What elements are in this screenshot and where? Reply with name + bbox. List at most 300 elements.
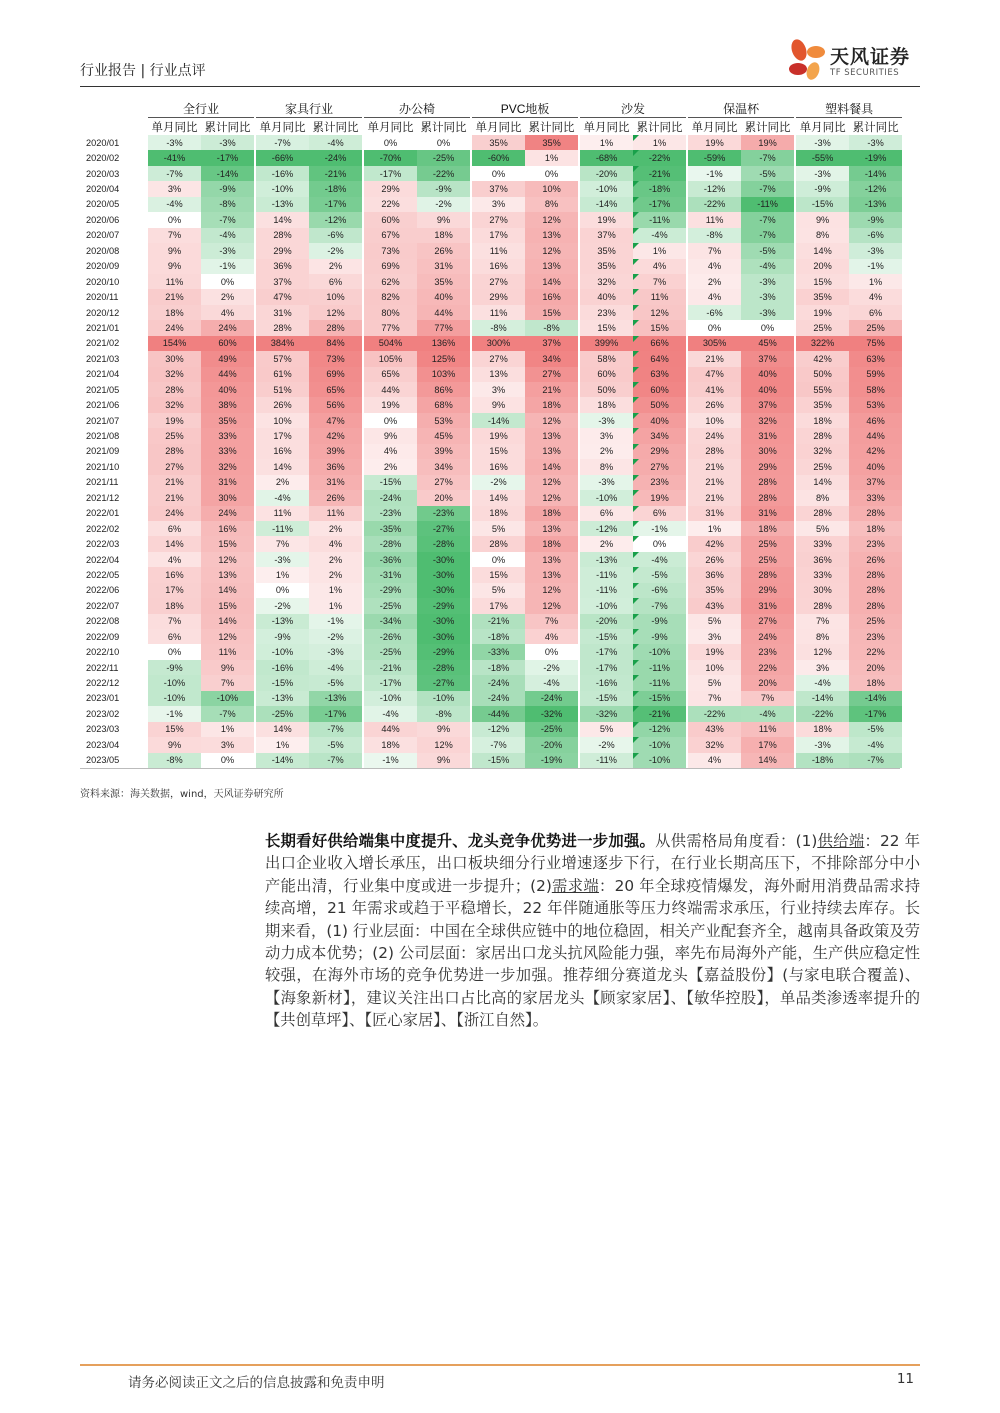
row-date: 2020/06 — [86, 214, 120, 225]
data-cell: -30% — [417, 614, 470, 629]
data-cell: 14% — [201, 583, 254, 598]
header-spacer — [80, 118, 148, 136]
data-cell: 27% — [417, 475, 470, 490]
data-cell: -12% — [309, 212, 362, 227]
data-cell: -29% — [364, 583, 417, 598]
data-cell: 30% — [796, 583, 849, 598]
data-cell: 7% — [256, 536, 309, 551]
data-cell: 46% — [849, 413, 902, 428]
data-cell: 65% — [364, 367, 417, 382]
data-cell: 15% — [633, 320, 686, 335]
body-part-3: ：20 年全球疫情爆发，海外耐用消费品需求持续高增，21 年需求或趋于平稳增长，22 年伴随通胀等压力终端需求承压，行业持续去库存。长期来看，(1) 行业层面：中国在全球供应链中的地位稳固，相关产业配套齐全，越南具备政策及劳动力成本优势；(2) 公司层面：家居出口龙头抗风险能力强，率先布局海外产能，生产供应稳定性较强，在海外市场的竞争优势进一步加强。推荐细分赛道龙头【嘉益股份】(与家电联合覆盖)、【海象新材】，建议关注出口占比高的家居龙头【顾家家居】、【敏华控股】，单品类渗透率提升的【共创草坪】、【匠心家居】、【浙江自然】。 — [265, 876, 920, 1030]
data-cell: 77% — [417, 320, 470, 335]
data-cell: 5% — [472, 521, 525, 536]
data-cell: -11% — [633, 660, 686, 675]
data-cell: 19% — [796, 305, 849, 320]
data-cell: -8% — [472, 320, 525, 335]
data-cell: -1% — [688, 166, 741, 181]
row-date: 2020/12 — [86, 307, 120, 318]
data-cell: -32% — [525, 706, 578, 721]
data-cell: -12% — [849, 181, 902, 196]
data-cell: -3% — [256, 552, 309, 567]
data-cell: 33% — [796, 567, 849, 582]
data-cell: -4% — [633, 552, 686, 567]
data-cell: -68% — [580, 150, 633, 165]
data-cell: 32% — [148, 367, 201, 382]
data-cell: 20% — [849, 660, 902, 675]
row-date: 2022/05 — [86, 569, 120, 580]
data-cell: 2% — [580, 536, 633, 551]
cell-marker — [633, 135, 639, 141]
data-cell: -4% — [849, 737, 902, 752]
data-cell: 12% — [525, 243, 578, 258]
data-cell: 60% — [633, 382, 686, 397]
data-cell: -7% — [309, 753, 362, 768]
row-date: 2021/05 — [86, 384, 120, 395]
data-cell: 37% — [525, 336, 578, 351]
data-cell: 23% — [633, 475, 686, 490]
data-cell: 9% — [417, 722, 470, 737]
data-cell: -7% — [633, 598, 686, 613]
data-cell: 12% — [525, 598, 578, 613]
data-cell: 34% — [525, 351, 578, 366]
cell-marker — [633, 382, 639, 388]
data-cell: -10% — [364, 691, 417, 706]
data-cell: 16% — [472, 459, 525, 474]
data-cell: -14% — [796, 691, 849, 706]
data-cell: 1% — [201, 722, 254, 737]
data-cell: 66% — [633, 336, 686, 351]
table-row — [80, 444, 902, 459]
body-paragraph — [265, 830, 920, 1032]
data-cell: 0% — [201, 274, 254, 289]
data-cell: -31% — [364, 567, 417, 582]
data-cell: -22% — [688, 197, 741, 212]
data-cell: 51% — [256, 382, 309, 397]
data-cell: 36% — [796, 552, 849, 567]
data-cell: -10% — [580, 181, 633, 196]
data-cell: 4% — [201, 305, 254, 320]
data-cell: -22% — [417, 166, 470, 181]
data-cell: 6% — [633, 506, 686, 521]
data-cell: 24% — [688, 428, 741, 443]
data-cell: 12% — [796, 644, 849, 659]
cell-marker — [633, 305, 639, 311]
data-cell: -21% — [309, 166, 362, 181]
data-cell: 20% — [796, 259, 849, 274]
logo-flower-icon — [786, 36, 830, 86]
data-cell: -3% — [201, 243, 254, 258]
row-date: 2023/04 — [86, 739, 120, 750]
data-cell: -6% — [688, 305, 741, 320]
data-cell: 17% — [472, 228, 525, 243]
data-cell: 12% — [201, 629, 254, 644]
data-cell: 32% — [201, 459, 254, 474]
data-cell: 47% — [688, 367, 741, 382]
data-cell: -3% — [741, 305, 794, 320]
data-cell: -24% — [472, 691, 525, 706]
table-row — [80, 459, 902, 474]
data-cell: 69% — [309, 367, 362, 382]
data-cell: -4% — [741, 706, 794, 721]
data-cell: 29% — [741, 583, 794, 598]
data-cell: 14% — [741, 753, 794, 768]
data-cell: -8% — [417, 706, 470, 721]
data-cell: 34% — [633, 428, 686, 443]
table-row — [80, 274, 902, 289]
data-cell: 12% — [525, 212, 578, 227]
cell-marker — [633, 490, 639, 496]
row-date: 2022/03 — [86, 539, 120, 550]
data-cell: 36% — [309, 459, 362, 474]
data-cell: 33% — [796, 536, 849, 551]
cell-marker — [633, 475, 639, 481]
header-rule — [80, 86, 920, 87]
table-row — [80, 737, 902, 752]
data-cell: 11% — [309, 506, 362, 521]
growth-table-container — [80, 100, 900, 769]
data-cell: -35% — [364, 521, 417, 536]
data-cell: 21% — [148, 475, 201, 490]
row-date: 2020/03 — [86, 168, 120, 179]
data-cell: -23% — [417, 506, 470, 521]
data-cell: 19% — [741, 135, 794, 150]
data-cell: 59% — [849, 367, 902, 382]
data-cell: -28% — [364, 536, 417, 551]
data-cell: -7% — [741, 212, 794, 227]
column-group-header: 保温杯 — [688, 100, 794, 118]
data-cell: 322% — [796, 336, 849, 351]
data-cell: 18% — [148, 598, 201, 613]
data-cell: 7% — [148, 614, 201, 629]
data-cell: 58% — [580, 351, 633, 366]
data-cell: 40% — [580, 289, 633, 304]
data-cell: -3% — [796, 737, 849, 752]
data-cell: 11% — [256, 506, 309, 521]
data-cell: 5% — [796, 521, 849, 536]
data-cell: -14% — [849, 166, 902, 181]
data-cell: 63% — [633, 367, 686, 382]
data-cell: 18% — [364, 737, 417, 752]
row-date: 2021/08 — [86, 431, 120, 442]
data-cell: 105% — [364, 351, 417, 366]
data-cell: -16% — [580, 675, 633, 690]
row-date: 2020/04 — [86, 184, 120, 195]
data-cell: 28% — [741, 490, 794, 505]
row-date: 2021/11 — [86, 477, 119, 488]
data-cell: 14% — [525, 459, 578, 474]
data-cell: 67% — [364, 228, 417, 243]
table-row — [80, 320, 902, 335]
table-row — [80, 228, 902, 243]
data-cell: 19% — [148, 413, 201, 428]
data-cell: -7% — [309, 722, 362, 737]
data-cell: -22% — [633, 150, 686, 165]
data-cell: -18% — [472, 660, 525, 675]
data-cell: 26% — [256, 397, 309, 412]
cell-marker — [633, 413, 639, 419]
data-cell: 21% — [688, 475, 741, 490]
data-cell: 27% — [472, 212, 525, 227]
data-cell: 12% — [525, 583, 578, 598]
data-cell: -11% — [580, 567, 633, 582]
data-cell: 2% — [688, 274, 741, 289]
data-cell: -5% — [741, 166, 794, 181]
table-bottom-rule — [80, 768, 900, 769]
data-cell: 0% — [417, 135, 470, 150]
data-cell: 7% — [201, 675, 254, 690]
data-cell: 73% — [364, 243, 417, 258]
data-cell: -36% — [364, 552, 417, 567]
data-cell: 29% — [256, 243, 309, 258]
cell-marker — [633, 320, 639, 326]
data-cell: -6% — [633, 583, 686, 598]
data-cell: -28% — [417, 536, 470, 551]
data-cell: 18% — [849, 675, 902, 690]
data-cell: 38% — [201, 397, 254, 412]
cell-marker — [633, 351, 639, 357]
data-cell: -14% — [256, 753, 309, 768]
data-cell: 11% — [633, 289, 686, 304]
row-date: 2020/10 — [86, 276, 120, 287]
data-cell: 56% — [309, 397, 362, 412]
data-cell: 20% — [741, 675, 794, 690]
row-date: 2020/08 — [86, 245, 120, 256]
data-cell: 1% — [849, 274, 902, 289]
data-cell: -17% — [849, 706, 902, 721]
data-cell: 50% — [580, 382, 633, 397]
body-lead: 长期看好供给端集中度提升、龙头竞争优势进一步加强。 — [265, 832, 656, 850]
data-cell: 0% — [364, 413, 417, 428]
row-date: 2022/06 — [86, 585, 120, 596]
data-cell: 26% — [309, 490, 362, 505]
data-cell: 3% — [201, 737, 254, 752]
data-cell: 14% — [201, 614, 254, 629]
data-cell: 6% — [309, 274, 362, 289]
data-cell: 11% — [201, 644, 254, 659]
data-cell: -9% — [201, 181, 254, 196]
data-cell: 28% — [796, 428, 849, 443]
data-cell: 27% — [741, 614, 794, 629]
data-cell: 26% — [849, 552, 902, 567]
column-subheader: 累计同比 — [636, 121, 683, 134]
row-date: 2021/04 — [86, 369, 120, 380]
data-cell: 30% — [148, 351, 201, 366]
data-cell: 8% — [796, 228, 849, 243]
data-cell: 43% — [688, 722, 741, 737]
cell-marker — [633, 444, 639, 450]
data-cell: -25% — [525, 722, 578, 737]
data-cell: 36% — [256, 259, 309, 274]
data-cell: 29% — [741, 459, 794, 474]
data-cell: 40% — [849, 459, 902, 474]
header-title: 行业报告 | 行业点评 — [80, 63, 206, 79]
data-cell: 19% — [364, 397, 417, 412]
logo-name: 天风证券 — [830, 46, 911, 68]
data-cell: 28% — [849, 506, 902, 521]
cell-marker — [633, 397, 639, 403]
data-cell: 43% — [688, 598, 741, 613]
data-cell: 28% — [688, 444, 741, 459]
data-cell: -1% — [148, 706, 201, 721]
data-cell: -7% — [472, 737, 525, 752]
data-cell: 9% — [417, 753, 470, 768]
data-cell: 5% — [580, 722, 633, 737]
data-cell: -8% — [148, 753, 201, 768]
data-cell: -10% — [148, 691, 201, 706]
data-cell: 14% — [256, 722, 309, 737]
data-cell: 35% — [580, 243, 633, 258]
data-cell: 65% — [309, 382, 362, 397]
data-cell: 33% — [849, 490, 902, 505]
data-cell: 13% — [525, 552, 578, 567]
data-cell: -3% — [580, 413, 633, 428]
data-cell: 26% — [417, 243, 470, 258]
data-cell: -25% — [256, 706, 309, 721]
data-cell: 31% — [741, 506, 794, 521]
cell-marker — [633, 614, 639, 620]
data-cell: -4% — [525, 675, 578, 690]
column-subheader: 单月同比 — [691, 121, 738, 134]
data-cell: 9% — [364, 428, 417, 443]
cell-marker — [633, 583, 639, 589]
data-cell: 28% — [796, 598, 849, 613]
data-cell: 10% — [688, 660, 741, 675]
table-source: 资料来源：海关数据，wind，天风证券研究所 — [80, 789, 284, 800]
data-cell: 12% — [417, 737, 470, 752]
data-cell: 10% — [525, 181, 578, 196]
table-row — [80, 475, 902, 490]
data-cell: 77% — [364, 320, 417, 335]
data-cell: 25% — [796, 459, 849, 474]
company-logo — [786, 36, 926, 86]
data-cell: -1% — [849, 259, 902, 274]
data-cell: 28% — [741, 567, 794, 582]
data-cell: 6% — [148, 521, 201, 536]
cell-marker — [633, 691, 639, 697]
data-cell: 24% — [201, 506, 254, 521]
data-cell: 3% — [796, 660, 849, 675]
data-cell: 12% — [633, 305, 686, 320]
data-cell: -15% — [633, 691, 686, 706]
data-cell: -9% — [633, 629, 686, 644]
data-cell: -25% — [364, 598, 417, 613]
data-cell: 7% — [688, 691, 741, 706]
data-cell: 40% — [741, 382, 794, 397]
data-cell: -4% — [201, 228, 254, 243]
data-cell: 47% — [256, 289, 309, 304]
table-row — [80, 598, 902, 613]
cell-marker — [633, 644, 639, 650]
data-cell: -24% — [525, 691, 578, 706]
data-cell: -10% — [633, 644, 686, 659]
data-cell: 31% — [741, 598, 794, 613]
row-date: 2022/01 — [86, 508, 120, 519]
cell-marker — [633, 212, 639, 218]
data-cell: -3% — [309, 644, 362, 659]
column-subheader: 累计同比 — [852, 121, 899, 134]
row-date: 2022/07 — [86, 600, 120, 611]
data-cell: -15% — [580, 629, 633, 644]
data-cell: 64% — [633, 351, 686, 366]
data-cell: 6% — [580, 506, 633, 521]
data-cell: -21% — [472, 614, 525, 629]
data-cell: 7% — [741, 691, 794, 706]
data-cell: 42% — [796, 351, 849, 366]
data-cell: 35% — [525, 135, 578, 150]
data-cell: 2% — [309, 259, 362, 274]
data-cell: -11% — [256, 521, 309, 536]
column-subheader: 单月同比 — [367, 121, 414, 134]
row-date: 2020/05 — [86, 199, 120, 210]
data-cell: -3% — [849, 243, 902, 258]
data-cell: 15% — [525, 305, 578, 320]
data-cell: 23% — [580, 305, 633, 320]
data-cell: 19% — [688, 644, 741, 659]
data-cell: 33% — [201, 444, 254, 459]
data-cell: 23% — [741, 644, 794, 659]
table-row — [80, 629, 902, 644]
data-cell: 14% — [256, 459, 309, 474]
data-cell: 18% — [525, 506, 578, 521]
data-cell: 1% — [525, 150, 578, 165]
table-row — [80, 413, 902, 428]
cell-marker — [633, 660, 639, 666]
data-cell: 9% — [201, 660, 254, 675]
data-cell: -17% — [201, 150, 254, 165]
row-date: 2020/07 — [86, 230, 120, 241]
data-cell: 2% — [364, 459, 417, 474]
data-cell: 6% — [148, 629, 201, 644]
data-cell: 37% — [741, 351, 794, 366]
cell-marker — [633, 536, 639, 542]
data-cell: -12% — [633, 722, 686, 737]
data-cell: 44% — [201, 367, 254, 382]
table-row — [80, 490, 902, 505]
data-cell: 44% — [417, 305, 470, 320]
row-date: 2022/11 — [86, 662, 119, 673]
data-cell: -10% — [201, 691, 254, 706]
data-cell: 18% — [417, 228, 470, 243]
data-cell: 32% — [688, 737, 741, 752]
data-cell: -9% — [148, 660, 201, 675]
data-cell: 10% — [688, 413, 741, 428]
data-cell: -14% — [472, 413, 525, 428]
table-row — [80, 614, 902, 629]
data-cell: 305% — [688, 336, 741, 351]
body-term-demand: 需求端 — [551, 876, 599, 895]
data-cell: -4% — [633, 228, 686, 243]
cell-marker — [633, 753, 639, 759]
data-cell: 9% — [148, 243, 201, 258]
data-cell: -7% — [201, 706, 254, 721]
data-cell: 23% — [849, 629, 902, 644]
cell-marker — [633, 166, 639, 172]
data-cell: -13% — [580, 552, 633, 567]
cell-marker — [633, 598, 639, 604]
body-part-2: ：22 年出口企业收入增长承压，出口板块细分行业增速逐步下行，在行业长期高压下，不排除部分中小产能出清，行业集中度或进一步提升；(2) — [265, 832, 920, 895]
data-cell: 13% — [525, 444, 578, 459]
data-cell: -17% — [580, 644, 633, 659]
data-cell: 4% — [309, 536, 362, 551]
data-cell: 29% — [364, 181, 417, 196]
data-cell: 57% — [256, 351, 309, 366]
data-cell: 18% — [525, 536, 578, 551]
data-cell: -2% — [580, 737, 633, 752]
data-cell: 14% — [256, 212, 309, 227]
data-cell: 40% — [417, 289, 470, 304]
data-cell: -10% — [633, 753, 686, 768]
